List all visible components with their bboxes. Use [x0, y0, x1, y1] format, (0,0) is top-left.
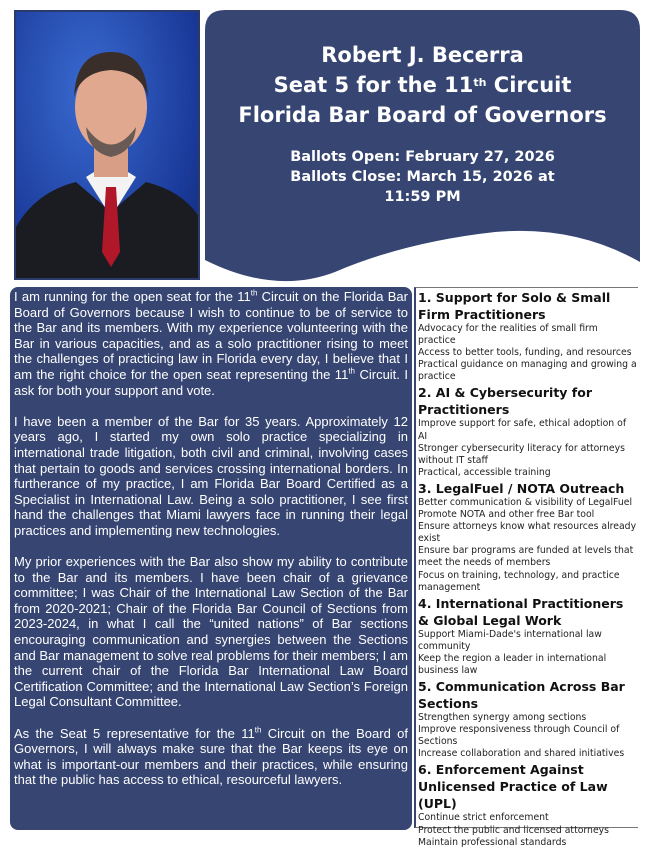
priority-heading: 3. LegalFuel / NOTA Outreach — [418, 480, 625, 496]
priority-item: Improve support for safe, ethical adoption of AI — [418, 418, 627, 442]
priority-item: Advocacy for the realities of small firm practice — [418, 323, 598, 347]
statement-paragraph: I am running for the open seat for the 11th Circuit on the Florida Bar Board of Governors because I wish to continue to be of service to the Bar and its members. With my experience volunteering with the Bar in various capacities, and as a solo practitioner rising to meet the challenges of practicing law in Florida every day, I believe that I am the right choice for the open seat representing the 11th Circuit. I ask for both your support and vote. — [14, 288, 408, 398]
priority-item: Continue strict enforcement — [418, 812, 549, 824]
priority-item: Ensure attorneys know what resources already exist — [418, 521, 637, 545]
priority-item: Improve responsiveness through Council of Sections — [418, 724, 620, 748]
priority-heading: 6. Enforcement Against Unlicensed Practice of Law (UPL) — [418, 762, 608, 812]
header-banner — [205, 10, 640, 290]
priority-item: Focus on training, technology, and practice management — [418, 569, 620, 593]
statement-paragraph: I have been a member of the Bar for 35 years. Approximately 12 years ago, I started my own solo practice specializing in international trade litigation, both civil and criminal, involving cases that pertain to goods and services crossing international borders. In furtherance of my practice, I am Florida Bar Board Certified as a Specialist in International Law. Being a solo practitioner, I see first hand the challenges that Miami lawyers face in running their legal practices and implementing new technologies. — [14, 413, 408, 538]
statement-paragraph: My prior experiences with the Bar also show my ability to contribute to the Bar and its members. I have been chair of a grievance committee; I was Chair of the International Law Section of the Bar from 2020-2021; Chair of the Florida Bar Council of Sections from 2023-2024, in what I call the “united nations” of Bar sections encouraging communication and synergies between the Sections and Bar management to solve real problems for their members; I am the current chair of the Florida Bar International Law Board Certification Committee; and the International Law Section’s Foreign Legal Consultant Committee. — [14, 554, 408, 710]
priority-item: Protect the public and licensed attorneys — [418, 824, 610, 836]
priority-item: Practical guidance on managing and growing a practice — [418, 359, 637, 383]
priority-heading: 4. International Practitioners & Global Legal Work — [418, 595, 624, 628]
priority-item: Ensure bar programs are funded at levels that meet the needs of members — [418, 545, 634, 569]
priority-heading: 5. Communication Across Bar Sections — [418, 679, 625, 712]
priority-heading: 1. Support for Solo & Small Firm Practitioners — [418, 290, 611, 322]
seat-title: Seat 5 for the 11th Circuit — [273, 73, 572, 97]
priority-item: Maintain professional standards — [418, 836, 567, 848]
candidate-statement — [10, 287, 412, 830]
priority-item: Promote NOTA and other free Bar tool — [418, 509, 595, 521]
priority-item: Keep the region a leader in international business law — [418, 652, 607, 676]
ballots-open: Ballots Open: February 27, 2026 — [290, 149, 555, 165]
portrait-icon — [16, 12, 200, 280]
priority-item: Practical, accessible training — [418, 466, 551, 478]
board-title: Florida Bar Board of Governors — [238, 103, 607, 127]
priority-item: Strengthen synergy among sections — [418, 712, 587, 724]
ballots-close-time: 11:59 PM — [384, 189, 461, 205]
priority-item: Increase collaboration and shared initiatives — [418, 748, 625, 760]
candidate-name: Robert J. Becerra — [321, 43, 524, 67]
priority-heading: 2. AI & Cybersecurity for Practitioners — [418, 385, 592, 418]
priority-item: Better communication & visibility of LegalFuel — [418, 496, 633, 508]
ballots-close: Ballots Close: March 15, 2026 at — [290, 169, 555, 185]
priorities-list — [414, 287, 638, 848]
statement-paragraph: As the Seat 5 representative for the 11th Circuit on the Board of Governors, I will always make sure that the Bar keeps its eye on what is important-our members and their practices, while ensuring that the public has access to ethical, resourceful lawyers. — [14, 725, 408, 788]
candidate-photo — [14, 10, 200, 280]
priority-item: Access to better tools, funding, and resources — [418, 347, 632, 359]
priority-item: Stronger cybersecurity literacy for attorneys without IT staff — [418, 442, 625, 466]
priority-item: Support Miami-Dade's international law community — [418, 628, 602, 652]
